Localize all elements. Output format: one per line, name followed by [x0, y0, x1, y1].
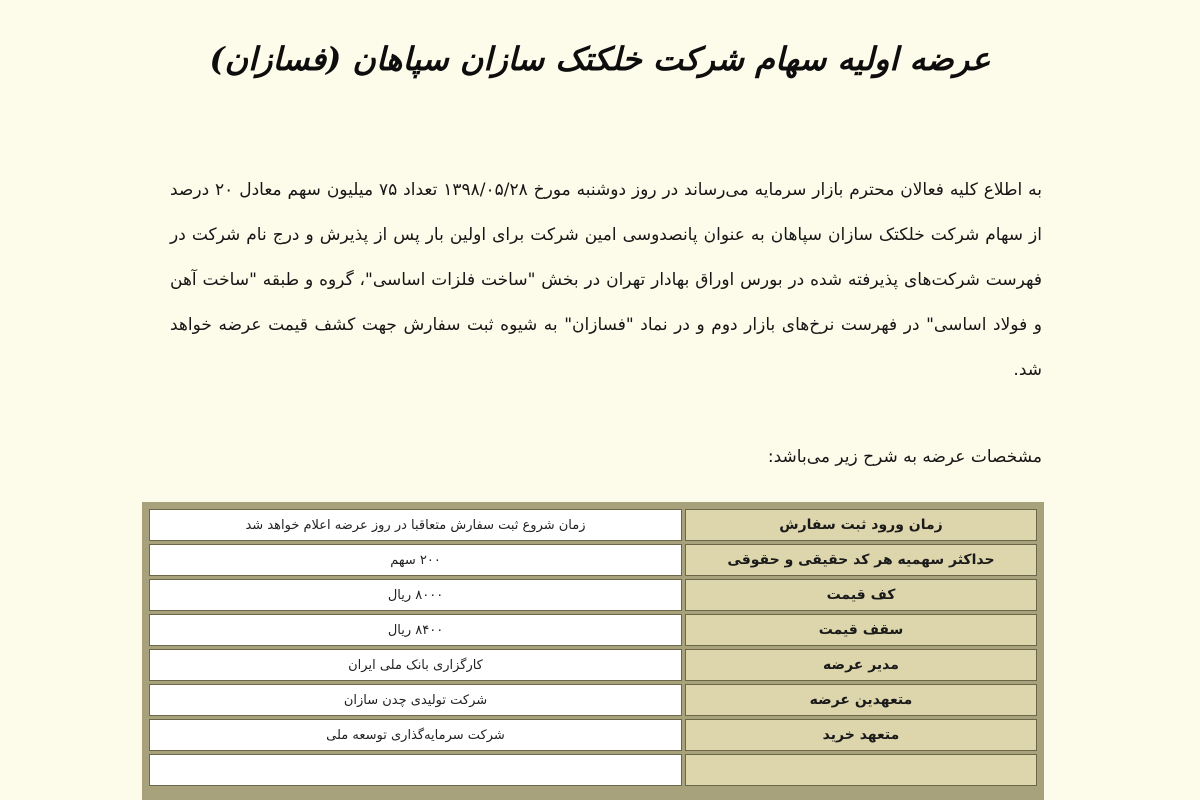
table-row: [149, 684, 1037, 716]
table-row: [149, 544, 1037, 576]
row-label: متعهد خرید: [685, 719, 1037, 751]
row-label: حداکثر سهمیه هر کد حقیقی و حقوقی: [685, 544, 1037, 576]
row-label: سقف قیمت: [685, 614, 1037, 646]
row-value: ۸۴۰۰ ریال: [149, 614, 682, 646]
row-value: شرکت سرمایه‌گذاری توسعه ملی: [149, 719, 682, 751]
table-row: [149, 754, 1037, 786]
specs-table-container: [142, 502, 1044, 800]
specs-intro: مشخصات عرضه به شرح زیر می‌باشد:: [767, 447, 1042, 467]
row-label: مدیر عرضه: [685, 649, 1037, 681]
announcement-text: به اطلاع کلیه فعالان محترم بازار سرمایه می‌رساند در روز دوشنبه مورخ ۱۳۹۸/۰۵/۲۸ تعداد ۷۵ میلیون سهم معادل ۲۰ درصد از سهام شرکت خلکتک سازان سپاهان به عنوان پانصدوسی امین شرکت برای اولین بار پس از پذیرش و درج نام شرکت در فهرست شرکت‌های پذیرفته شده در بورس اوراق بهادار تهران در بخش "ساخت فلزات اساسی"، گروه و طبقه "ساخت آهن و فولاد اساسی" در فهرست نرخ‌های بازار دوم و در نماد "فسازان" به شیوه ثبت سفارش جهت کشف قیمت عرضه خواهد شد.: [170, 180, 1042, 380]
specs-table: [146, 506, 1040, 789]
row-label: متعهدین عرضه: [685, 684, 1037, 716]
table-row: [149, 649, 1037, 681]
row-label: زمان ورود ثبت سفارش: [685, 509, 1037, 541]
row-value: ۸۰۰۰ ریال: [149, 579, 682, 611]
row-value: [149, 754, 682, 786]
announcement-paragraph: [170, 168, 1042, 393]
table-row: [149, 509, 1037, 541]
table-row: [149, 614, 1037, 646]
document-title: عرضه اولیه سهام شرکت خلکتک سازان سپاهان (فسازان): [209, 40, 991, 78]
row-label: [685, 754, 1037, 786]
row-label: کف قیمت: [685, 579, 1037, 611]
row-value: ۲۰۰ سهم: [149, 544, 682, 576]
row-value: زمان شروع ثبت سفارش متعاقبا در روز عرضه اعلام خواهد شد: [149, 509, 682, 541]
row-value: کارگزاری بانک ملی ایران: [149, 649, 682, 681]
table-row: [149, 719, 1037, 751]
row-value: شرکت تولیدی چدن سازان: [149, 684, 682, 716]
table-row: [149, 579, 1037, 611]
